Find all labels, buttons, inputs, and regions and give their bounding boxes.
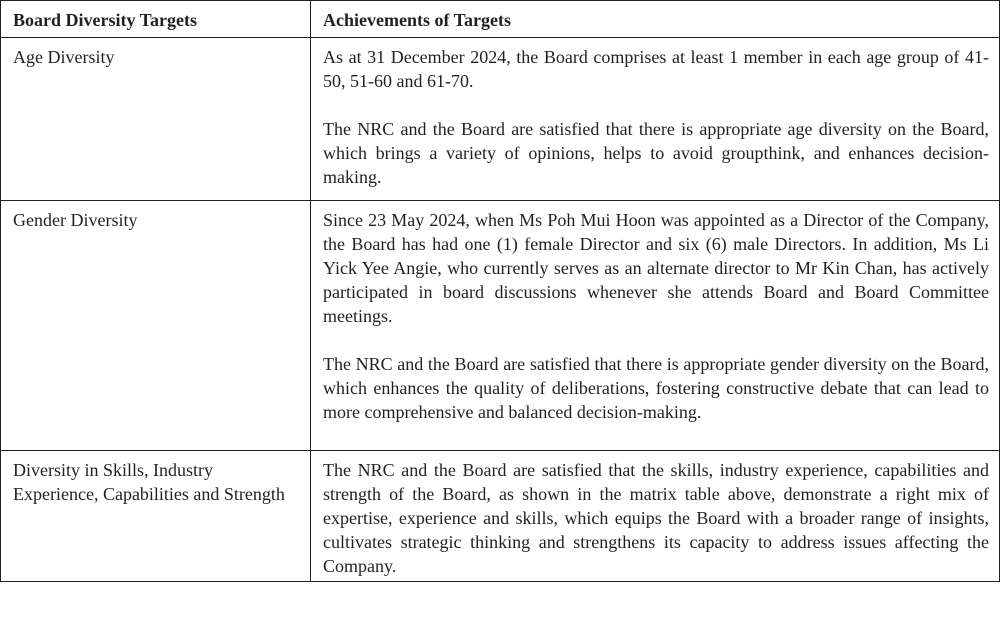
achievement-paragraph: Since 23 May 2024, when Ms Poh Mui Hoon was appointed as a Director of the Company, the Board has had one (1) female Director and six (6) male Directors. In addition, Ms Li Yick Yee Angie, who currently serves as an alternate director to Mr Kin Chan, has actively participated in board discussions whenever she attends Board and Board Committee meetings. xyxy=(323,210,989,326)
achievement-paragraph: The NRC and the Board are satisfied that there is appropriate gender diversity on the Board, which enhances the quality of deliberations, fostering constructive debate that can lead to more comprehensive and balanced decision-making. xyxy=(323,354,989,422)
table-row-age-diversity xyxy=(1,38,1000,201)
achievement-paragraph: The NRC and the Board are satisfied that the skills, industry experience, capabilities and strength of the Board, as shown in the matrix table above, demonstrate a right mix of expertise, experience and skills, which equips the Board with a broader range of insights, cultivates strategic thinking and strengthens its capacity to address issues affecting the Company. xyxy=(323,460,989,576)
achievement-cell-gender-diversity xyxy=(311,201,1000,451)
header-achievements-of-targets: Achievements of Targets xyxy=(311,1,1000,38)
target-label-gender-diversity: Gender Diversity xyxy=(1,201,311,451)
table-row-skills-diversity xyxy=(1,451,1000,582)
table-row-gender-diversity xyxy=(1,201,1000,451)
target-label-skills-diversity: Diversity in Skills, Industry Experience, Capabilities and Strength xyxy=(1,451,311,582)
achievement-paragraph: The NRC and the Board are satisfied that there is appropriate age diversity on the Board, which brings a variety of opinions, helps to avoid groupthink, and enhances decision-making. xyxy=(323,119,989,187)
achievement-cell-age-diversity xyxy=(311,38,1000,201)
target-label-age-diversity: Age Diversity xyxy=(1,38,311,201)
table-header xyxy=(1,1,1000,38)
header-board-diversity-targets: Board Diversity Targets xyxy=(1,1,311,38)
table-body xyxy=(1,38,1000,582)
header-row xyxy=(1,1,1000,38)
achievement-paragraph: As at 31 December 2024, the Board comprises at least 1 member in each age group of 41-50, 51-60 and 61-70. xyxy=(323,47,989,91)
achievement-cell-skills-diversity xyxy=(311,451,1000,582)
